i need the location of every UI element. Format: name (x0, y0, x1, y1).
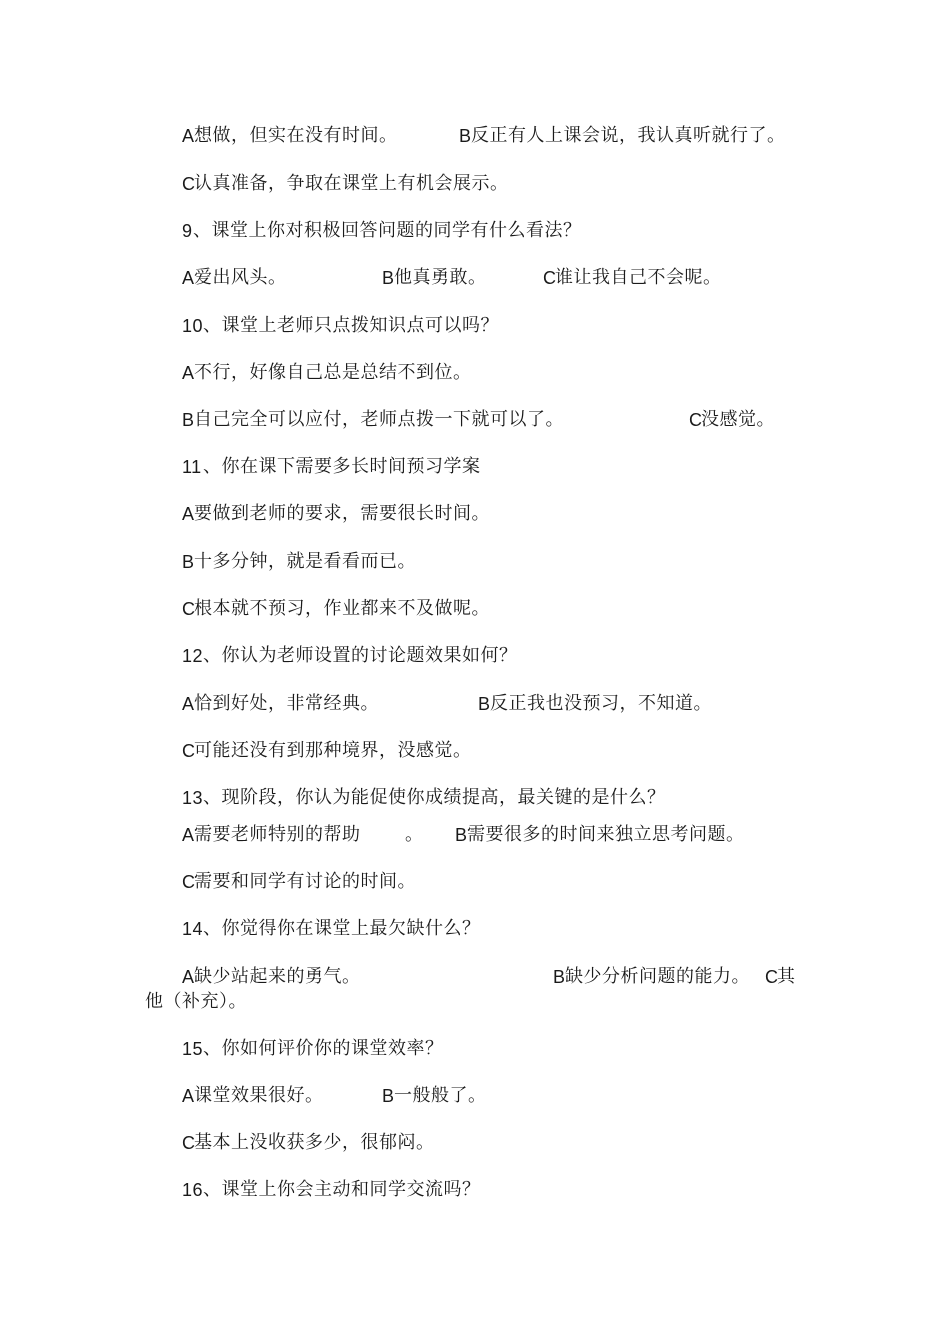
option-text: 十多分钟，就是看看而已。 (194, 551, 416, 572)
option-text: 缺少分析问题的能力。 (565, 966, 750, 987)
question-number: 14 (182, 919, 204, 939)
option-letter: B (182, 410, 195, 430)
option-text: 根本就不预习，作业都来不及做呢。 (194, 598, 490, 619)
option-letter: C (182, 872, 196, 892)
option-text: 。 (405, 824, 424, 845)
option-letter: A (182, 268, 195, 288)
question-text: 、你认为老师设置的讨论题效果如何？ (203, 645, 518, 666)
question-text: 、课堂上你会主动和同学交流吗？ (203, 1179, 481, 1200)
option-letter: A (182, 1086, 195, 1106)
option-letter: A (182, 967, 195, 987)
question-text: 、你如何评价你的课堂效率？ (203, 1038, 444, 1059)
option-text: 反正有人上课会说，我认真听就行了。 (471, 125, 786, 146)
option-text: 缺少站起来的勇气。 (194, 966, 361, 987)
option-letter: A (182, 126, 195, 146)
option-text: 课堂效果很好。 (194, 1085, 324, 1106)
question-number: 11 (182, 457, 202, 477)
option-text: 爱出风头。 (194, 267, 287, 288)
option-letter: C (182, 741, 196, 761)
option-letter: C (182, 1133, 196, 1153)
question-number: 15 (182, 1039, 204, 1059)
option-text: 他（补充）。 (145, 991, 247, 1012)
option-letter: B (459, 126, 472, 146)
option-text: 基本上没收获多少，很郁闷。 (194, 1132, 435, 1153)
option-letter: C (543, 268, 557, 288)
option-text: 需要老师特别的帮助 (194, 824, 361, 845)
option-letter: B (382, 1086, 395, 1106)
question-number: 10 (182, 316, 204, 336)
option-text: 其 (777, 966, 796, 987)
option-text: 可能还没有到那种境界，没感觉。 (194, 740, 472, 761)
question-number: 16 (182, 1180, 204, 1200)
question-text: 、你在课下需要多长时间预习学案 (203, 456, 481, 477)
option-text: 不行，好像自己总是总结不到位。 (194, 362, 472, 383)
option-text: 需要很多的时间来独立思考问题。 (467, 824, 745, 845)
option-text: 反正我也没预习，不知道。 (490, 693, 712, 714)
question-text: 、现阶段，你认为能促使你成绩提高，最关键的是什么？ (203, 787, 666, 808)
question-text: 、课堂上你对积极回答问题的同学有什么看法？ (193, 220, 582, 241)
option-text: 需要和同学有讨论的时间。 (194, 871, 416, 892)
option-letter: B (478, 694, 491, 714)
option-text: 谁让我自己不会呢。 (555, 267, 722, 288)
option-letter: C (765, 967, 779, 987)
question-number: 13 (182, 788, 204, 808)
question-text: 、你觉得你在课堂上最欠缺什么？ (203, 918, 481, 939)
question-text: 、课堂上老师只点拨知识点可以吗？ (203, 315, 499, 336)
option-letter: C (689, 410, 703, 430)
option-letter: A (182, 825, 195, 845)
option-letter: B (553, 967, 566, 987)
option-letter: A (182, 504, 195, 524)
option-text: 恰到好处，非常经典。 (194, 693, 379, 714)
option-letter: C (182, 174, 196, 194)
option-text: 没感觉。 (701, 409, 775, 430)
option-text: 要做到老师的要求，需要很长时间。 (194, 503, 490, 524)
option-letter: B (182, 552, 195, 572)
question-number: 9 (182, 221, 193, 241)
option-letter: B (455, 825, 468, 845)
option-letter: A (182, 694, 195, 714)
option-letter: B (382, 268, 395, 288)
option-letter: A (182, 363, 195, 383)
option-text: 认真准备，争取在课堂上有机会展示。 (194, 173, 509, 194)
question-number: 12 (182, 646, 204, 666)
option-text: 自己完全可以应付，老师点拨一下就可以了。 (194, 409, 564, 430)
option-text: 他真勇敢。 (394, 267, 487, 288)
option-text: 一般般了。 (394, 1085, 487, 1106)
option-text: 想做，但实在没有时间。 (194, 125, 398, 146)
option-letter: C (182, 599, 196, 619)
